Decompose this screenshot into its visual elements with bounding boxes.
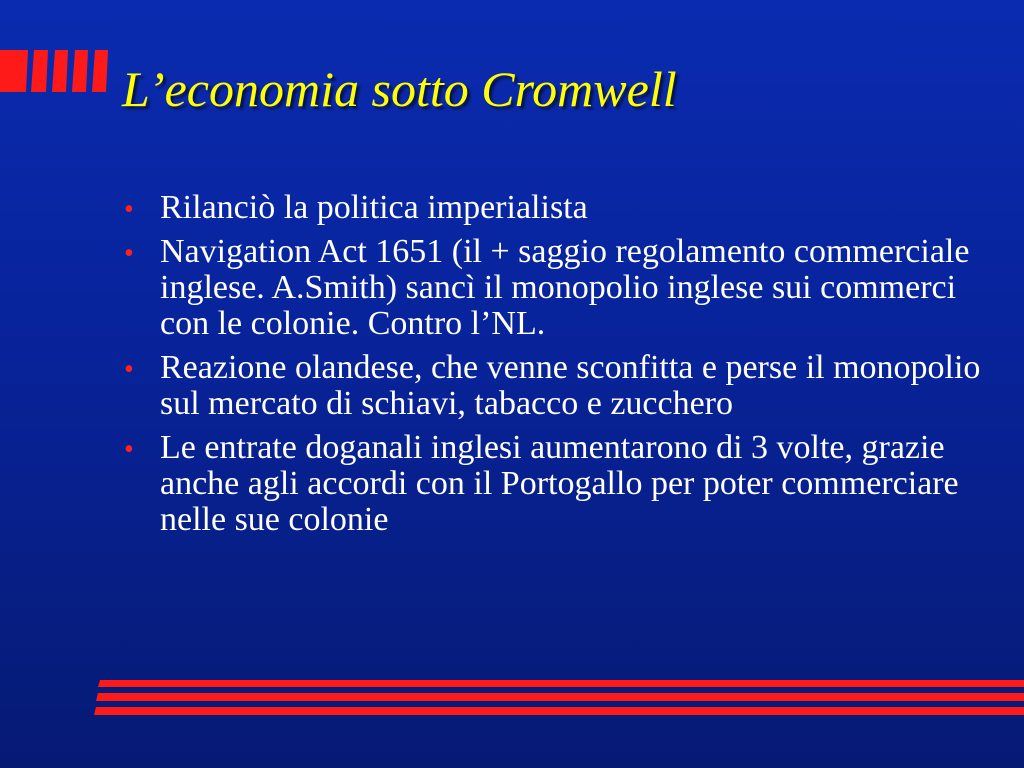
bullet-item xyxy=(122,234,1002,342)
bottom-decoration-bars xyxy=(94,680,1024,722)
bullet-text: Navigation Act 1651 (il + saggio regolamento commerciale inglese. A.Smith) sancì il monopolio inglese sui commerci con le colonie. Contro l’NL. xyxy=(160,233,970,342)
bullet-item xyxy=(122,350,1002,422)
bullet-marker: • xyxy=(124,238,134,269)
bullet-text: Le entrate doganali inglesi aumentarono di 3 volte, grazie anche agli accordi con il Portogallo per poter commerciare nelle sue colonie xyxy=(160,429,959,538)
bullet-text: Rilanciò la politica imperialista xyxy=(160,189,588,226)
bullet-item xyxy=(122,430,1002,538)
bullet-text: Reazione olandese, che venne sconfitta e perse il monopolio sul mercato di schiavi, tabacco e zucchero xyxy=(160,349,981,422)
bullet-list xyxy=(122,190,1002,546)
bullet-marker: • xyxy=(124,434,134,465)
bullet-marker: • xyxy=(124,354,134,385)
bullet-item xyxy=(122,190,1002,226)
slide-title: L’economia sotto Cromwell xyxy=(122,61,677,117)
bullet-marker: • xyxy=(124,194,134,225)
title-decoration-bars xyxy=(0,44,110,94)
